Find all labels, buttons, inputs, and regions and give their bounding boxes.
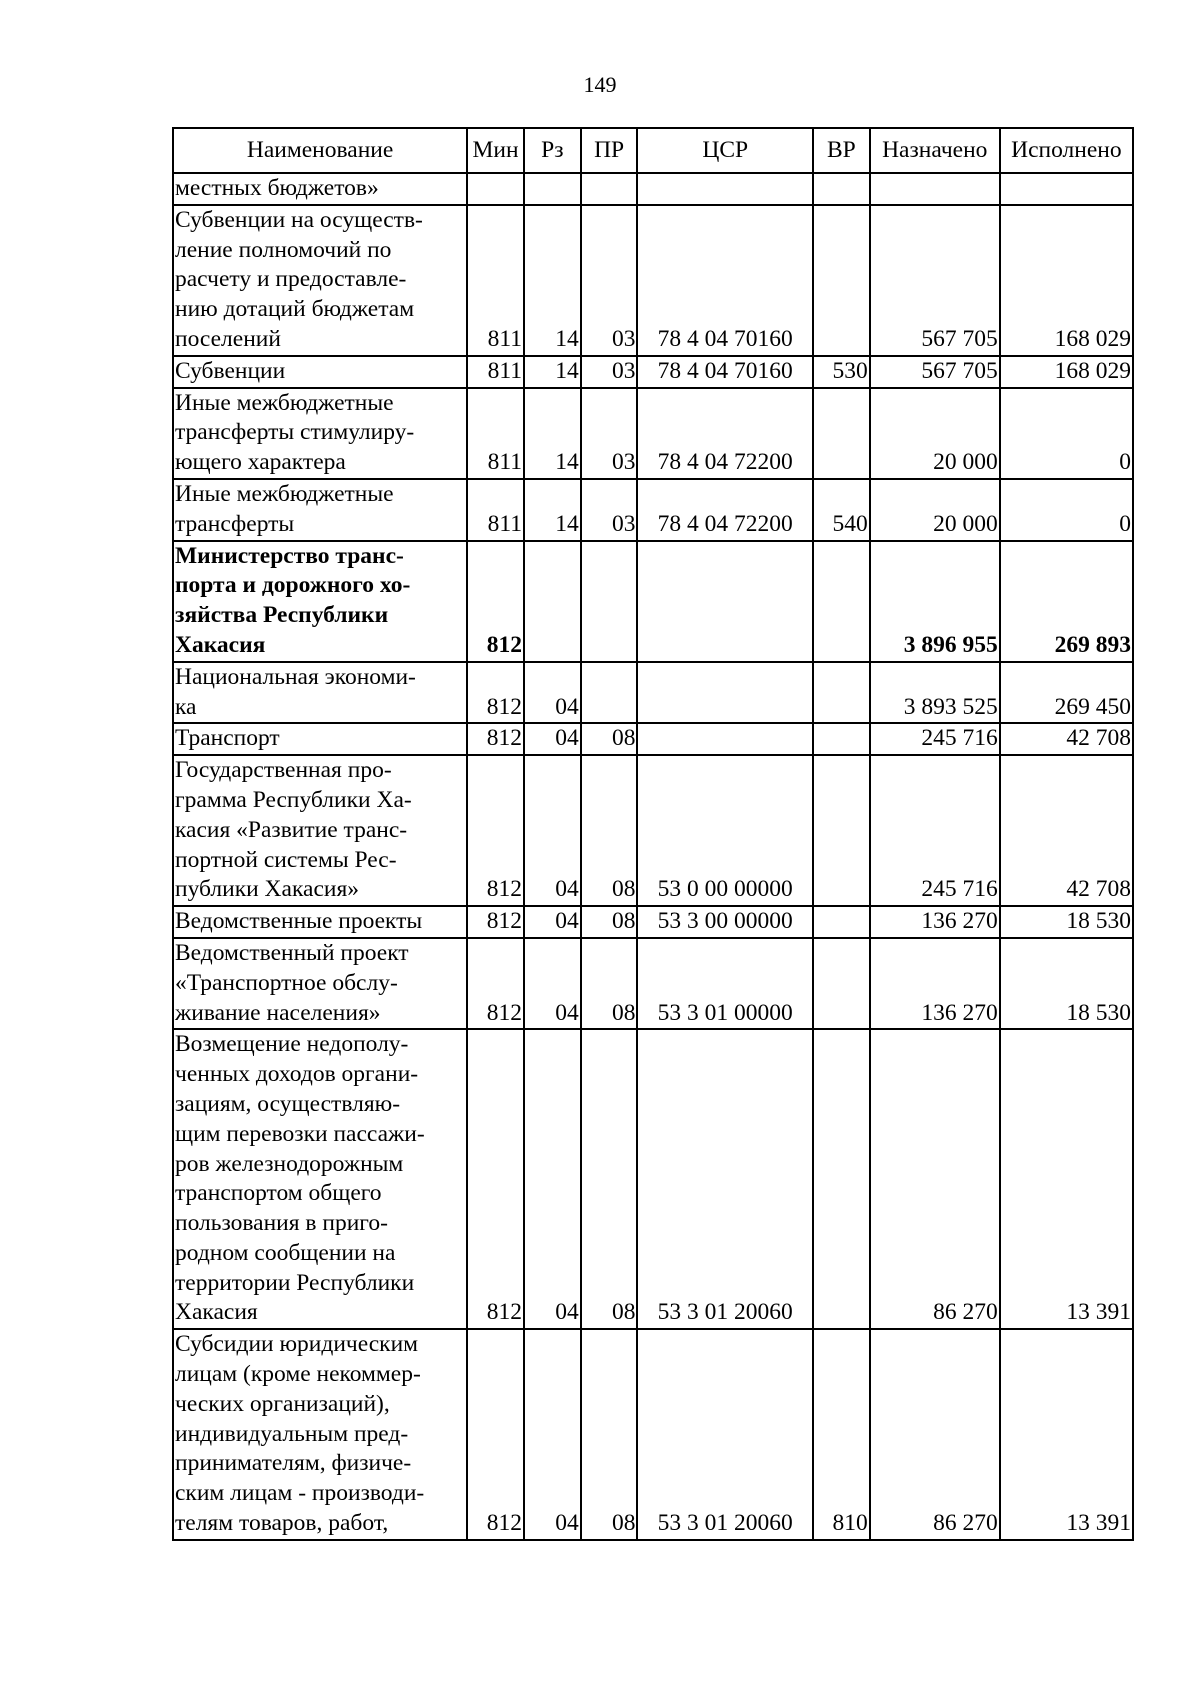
cell-name: [173, 755, 467, 906]
cell-min: [467, 173, 524, 205]
cell-name-line: Субсидии юридическим: [175, 1331, 419, 1358]
cell-csr: 53 0 00 00000: [637, 755, 812, 906]
cell-ispolneno: [1000, 173, 1133, 205]
header-pr: ПР: [581, 128, 638, 173]
table-row: [173, 479, 1133, 541]
cell-naznacheno: 86 270: [870, 1329, 1000, 1540]
cell-vr: [813, 906, 870, 938]
cell-min: 812: [467, 755, 524, 906]
cell-naznacheno: 245 716: [870, 755, 1000, 906]
cell-name-line: касия «Развитие транс-: [175, 816, 408, 843]
cell-name-line: порта и дорожного хо-: [175, 572, 411, 599]
table-header-row: [173, 128, 1133, 173]
cell-name-line: портной системы Рес-: [175, 846, 397, 873]
cell-name-line: ченных доходов органи-: [175, 1061, 419, 1088]
cell-ispolneno: 42 708: [1000, 723, 1133, 755]
cell-pr: 03: [581, 205, 638, 356]
header-naznacheno: Назначено: [870, 128, 1000, 173]
cell-csr: 53 3 01 00000: [637, 938, 812, 1029]
cell-name-line: местных бюджетов»: [175, 175, 379, 201]
cell-vr: 810: [813, 1329, 870, 1540]
cell-ispolneno: 269 893: [1000, 541, 1133, 662]
cell-csr: [637, 173, 812, 205]
cell-csr: 53 3 01 20060: [637, 1029, 812, 1329]
header-min: Мин: [467, 128, 524, 173]
cell-name-line: Субвенции на осуществ-: [175, 206, 423, 233]
cell-name: [173, 388, 467, 479]
cell-name-line: лицам (кроме некоммер-: [175, 1361, 421, 1388]
cell-rz: [524, 173, 581, 205]
cell-name-line: принимателям, физиче-: [175, 1450, 412, 1477]
cell-csr: 78 4 04 70160: [637, 205, 812, 356]
cell-name-line: «Транспортное обслу-: [175, 969, 398, 996]
cell-naznacheno: [870, 173, 1000, 205]
cell-name: [173, 541, 467, 662]
cell-vr: [813, 173, 870, 205]
cell-name: [173, 906, 467, 938]
cell-min: 812: [467, 906, 524, 938]
cell-vr: 540: [813, 479, 870, 541]
cell-name: [173, 356, 467, 388]
cell-min: 811: [467, 388, 524, 479]
header-rz: Рз: [524, 128, 581, 173]
cell-min: 811: [467, 205, 524, 356]
cell-naznacheno: 245 716: [870, 723, 1000, 755]
cell-pr: [581, 662, 638, 724]
header-vr: ВР: [813, 128, 870, 173]
cell-name-line: родном сообщении на: [175, 1239, 396, 1266]
cell-name-line: Ведомственный проект: [175, 939, 409, 966]
cell-name-line: Субвенции: [175, 357, 286, 384]
cell-name-line: Иные межбюджетные: [175, 389, 394, 416]
cell-naznacheno: 3 896 955: [870, 541, 1000, 662]
cell-rz: 14: [524, 388, 581, 479]
cell-vr: [813, 541, 870, 662]
cell-vr: [813, 662, 870, 724]
cell-name-line: Иные межбюджетные: [175, 480, 394, 507]
cell-csr: [637, 662, 812, 724]
cell-name-line: живание населения»: [175, 999, 381, 1026]
cell-naznacheno: 20 000: [870, 388, 1000, 479]
cell-name-line: транспортом общего: [175, 1180, 382, 1207]
cell-ispolneno: 168 029: [1000, 356, 1133, 388]
cell-name-line: Возмещение недополу-: [175, 1031, 409, 1058]
cell-name-line: ческих организаций),: [175, 1390, 390, 1417]
cell-csr: 53 3 01 20060: [637, 1329, 812, 1540]
cell-ispolneno: 0: [1000, 479, 1133, 541]
cell-ispolneno: 42 708: [1000, 755, 1133, 906]
cell-name-line: зациям, осуществляю-: [175, 1090, 401, 1117]
cell-name-line: Ведомственные проекты: [175, 908, 423, 935]
cell-ispolneno: 269 450: [1000, 662, 1133, 724]
cell-ispolneno: 18 530: [1000, 906, 1133, 938]
cell-name-line: ление полномочий по: [175, 236, 392, 263]
cell-pr: 08: [581, 755, 638, 906]
cell-naznacheno: 567 705: [870, 205, 1000, 356]
cell-name-line: Транспорт: [175, 725, 280, 752]
cell-pr: [581, 541, 638, 662]
cell-ispolneno: 18 530: [1000, 938, 1133, 1029]
cell-name-line: зяйства Республики: [175, 602, 389, 629]
cell-name-line: пользования в приго-: [175, 1210, 388, 1237]
cell-name-line: нию дотаций бюджетам: [175, 296, 415, 323]
header-csr: ЦСР: [637, 128, 812, 173]
cell-rz: 04: [524, 755, 581, 906]
cell-name: [173, 723, 467, 755]
cell-pr: 08: [581, 1329, 638, 1540]
cell-rz: 14: [524, 205, 581, 356]
cell-min: 812: [467, 541, 524, 662]
cell-name-line: Хакасия: [175, 631, 266, 658]
cell-name-line: щим перевозки пассажи-: [175, 1120, 425, 1147]
cell-pr: 03: [581, 479, 638, 541]
cell-pr: 08: [581, 938, 638, 1029]
cell-ispolneno: 13 391: [1000, 1329, 1133, 1540]
cell-vr: [813, 1029, 870, 1329]
cell-vr: [813, 388, 870, 479]
cell-name-line: публики Хакасия»: [175, 876, 360, 903]
cell-min: 812: [467, 1029, 524, 1329]
table-row: [173, 723, 1133, 755]
cell-name-line: индивидуальным пред-: [175, 1420, 409, 1447]
cell-ispolneno: 13 391: [1000, 1029, 1133, 1329]
cell-name-line: ка: [175, 693, 197, 720]
cell-name-line: Государственная про-: [175, 757, 392, 784]
cell-name-line: Хакасия: [175, 1299, 258, 1326]
cell-rz: 04: [524, 938, 581, 1029]
cell-pr: 03: [581, 388, 638, 479]
table-row: [173, 541, 1133, 662]
cell-name-line: ским лицам - производи-: [175, 1480, 425, 1507]
table-row: [173, 755, 1133, 906]
cell-pr: 08: [581, 723, 638, 755]
cell-csr: 78 4 04 70160: [637, 356, 812, 388]
cell-pr: 03: [581, 356, 638, 388]
cell-rz: 04: [524, 723, 581, 755]
cell-rz: 04: [524, 1029, 581, 1329]
cell-rz: 14: [524, 356, 581, 388]
cell-rz: 04: [524, 1329, 581, 1540]
cell-min: 812: [467, 938, 524, 1029]
table-row: [173, 938, 1133, 1029]
page-number: 149: [583, 72, 617, 97]
cell-csr: [637, 723, 812, 755]
cell-vr: [813, 205, 870, 356]
table-row: [173, 173, 1133, 205]
cell-pr: [581, 173, 638, 205]
cell-pr: 08: [581, 906, 638, 938]
cell-name-line: трансферты: [175, 510, 295, 537]
cell-name-line: трансферты стимулиру-: [175, 419, 415, 446]
budget-table: [172, 127, 1134, 1541]
table-row: [173, 906, 1133, 938]
cell-name-line: ющего характера: [175, 449, 346, 476]
cell-name-line: ров железнодорожным: [175, 1150, 404, 1177]
table-body: [173, 173, 1133, 1540]
header-ispolneno: Исполнено: [1000, 128, 1133, 173]
cell-min: 811: [467, 356, 524, 388]
cell-csr: [637, 541, 812, 662]
cell-min: 811: [467, 479, 524, 541]
header-name: Наименование: [173, 128, 467, 173]
table-row: [173, 356, 1133, 388]
cell-ispolneno: 0: [1000, 388, 1133, 479]
cell-pr: 08: [581, 1029, 638, 1329]
cell-rz: 04: [524, 906, 581, 938]
table-row: [173, 662, 1133, 724]
cell-name: [173, 1029, 467, 1329]
cell-csr: 53 3 00 00000: [637, 906, 812, 938]
cell-min: 812: [467, 1329, 524, 1540]
cell-name: [173, 938, 467, 1029]
table-row: [173, 1029, 1133, 1329]
cell-name-line: Национальная экономи-: [175, 663, 416, 690]
cell-name-line: телям товаров, работ,: [175, 1510, 389, 1537]
cell-naznacheno: 136 270: [870, 906, 1000, 938]
cell-name: [173, 662, 467, 724]
cell-naznacheno: 136 270: [870, 938, 1000, 1029]
cell-vr: [813, 755, 870, 906]
cell-vr: [813, 723, 870, 755]
cell-name-line: грамма Республики Ха-: [175, 786, 412, 813]
table-row: [173, 388, 1133, 479]
cell-rz: 14: [524, 479, 581, 541]
cell-name-line: поселений: [175, 325, 281, 352]
cell-name-line: территории Республики: [175, 1269, 415, 1296]
table-row: [173, 205, 1133, 356]
cell-name-line: Министерство транс-: [175, 542, 404, 569]
cell-name: [173, 1329, 467, 1540]
cell-vr: [813, 938, 870, 1029]
cell-vr: 530: [813, 356, 870, 388]
cell-rz: 04: [524, 662, 581, 724]
cell-min: 812: [467, 662, 524, 724]
table-row: [173, 1329, 1133, 1540]
cell-ispolneno: 168 029: [1000, 205, 1133, 356]
cell-name: [173, 173, 467, 205]
cell-min: 812: [467, 723, 524, 755]
cell-naznacheno: 567 705: [870, 356, 1000, 388]
cell-naznacheno: 20 000: [870, 479, 1000, 541]
cell-rz: [524, 541, 581, 662]
cell-name: [173, 205, 467, 356]
cell-csr: 78 4 04 72200: [637, 388, 812, 479]
cell-naznacheno: 86 270: [870, 1029, 1000, 1329]
cell-name: [173, 479, 467, 541]
cell-name-line: расчету и предоставле-: [175, 266, 407, 293]
cell-csr: 78 4 04 72200: [637, 479, 812, 541]
cell-naznacheno: 3 893 525: [870, 662, 1000, 724]
